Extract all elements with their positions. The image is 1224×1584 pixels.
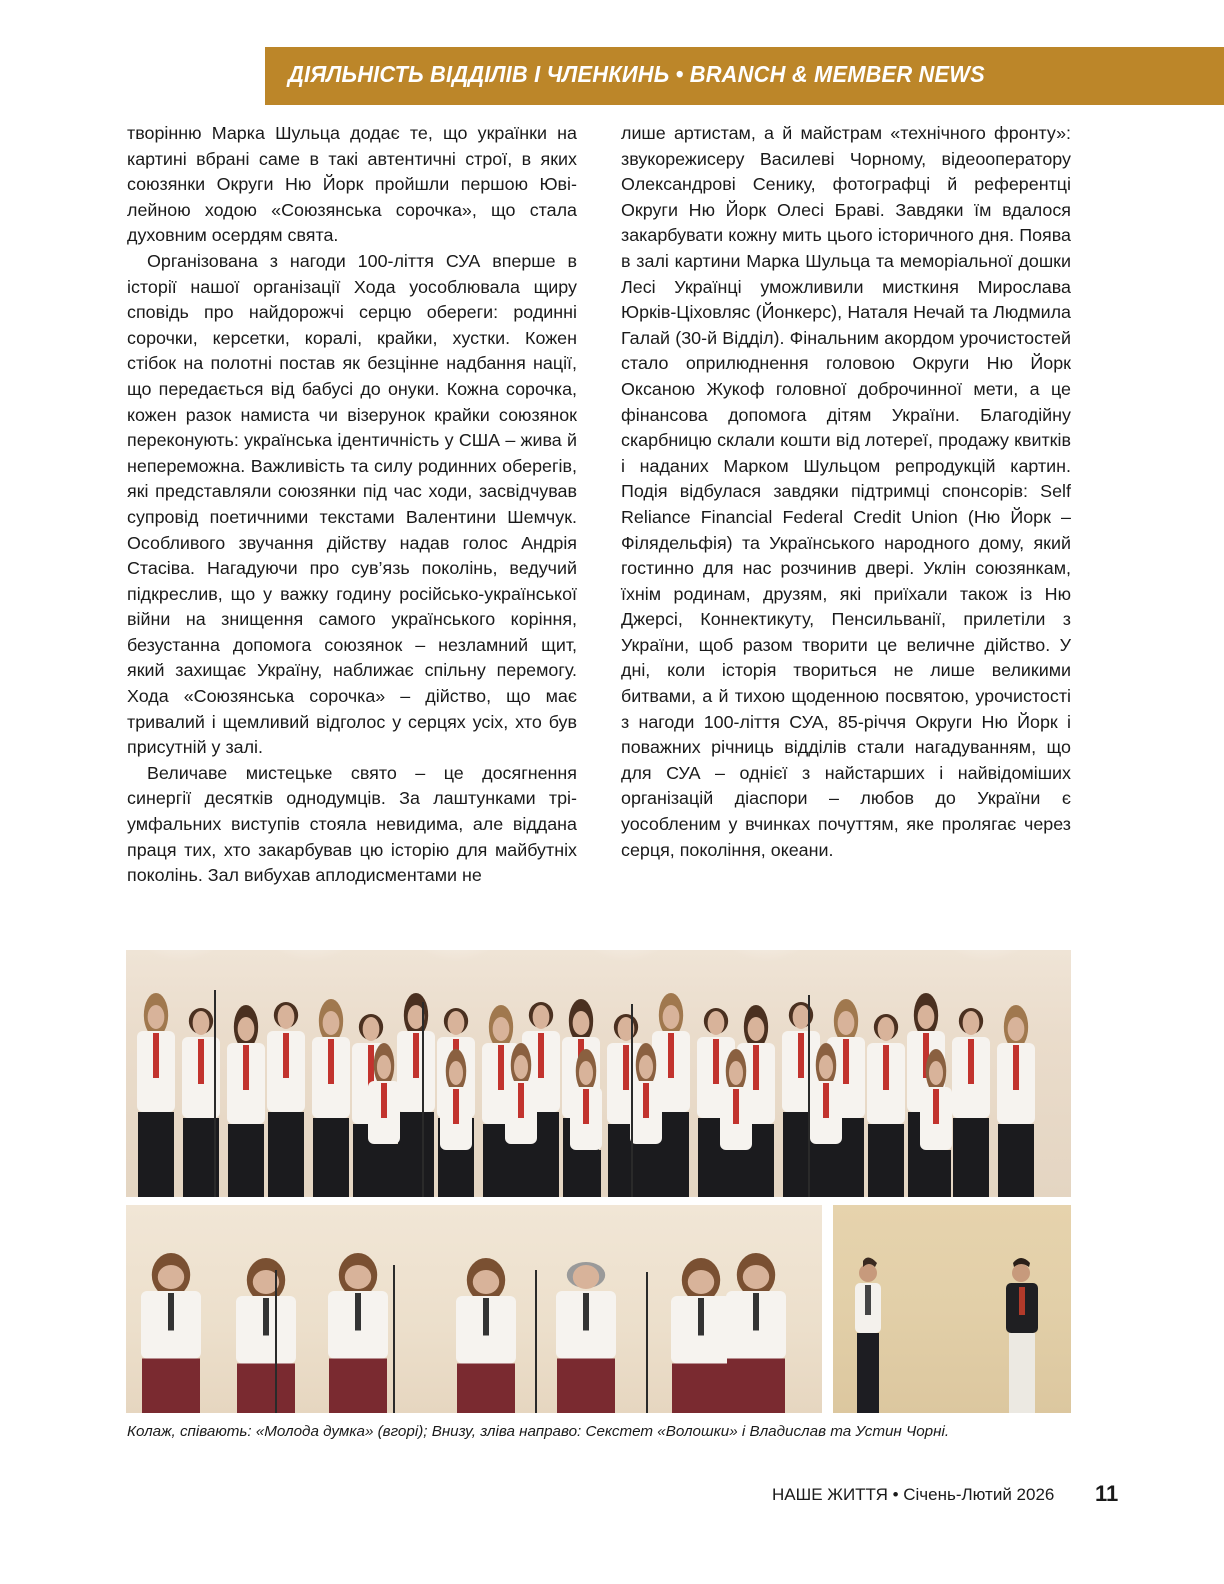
paragraph: Організована з нагоди 100-ліття СУА вперше в історії нашої організації Хода уособлювала щиру сповідь про найдорожчі серцю обереги: родинні сорочки, керсетки, коралі, крайки, хустки. Кожен стібок на полотні постав як безцінне надбання нації, що передається від бабусі до онуки. Кожна сорочка, кожен разок намиста чи візерунок крайки союзянок переконують: українська ідентичність у США – жива й непереможна. Важливість та силу родинних оберегів, які представляли союзянки під час ходи, засвідчував супровід поетичними текстами Валентини Шемчук. Особливого звучання дійству надав голос Андрія Стасіва. Нагадуючи про сув’язь поколінь, ведучий підкреслив, що у важку годину російсько-української війни на знищення самого українського коріння, безустанна допомога союзянок – незламний щит, який захищає Україну, наближає спільну перемогу. Хода «Союзянська сорочка» – дійство, що має тривалий і щемливий відголос у серцях усіх, хто був присутній у залі. [127,250,577,758]
choir-singer [267,1002,305,1197]
choir-singer [952,1008,990,1197]
sextet-singer [726,1253,786,1413]
sextet-singer [141,1253,201,1413]
paragraph: Величаве мистецьке свято – це досягнення синергії десятків однодумців. За лаштунками тріумфальних виступів стояла невидима, але віддана праця тих, хто закарбував цю історію для майбутніх поколінь. Зал вибухав аплодисментами не [127,762,577,886]
photo-caption: Колаж, співають: «Молода думка» (вгорі); Внизу, зліва направо: Секстет «Волошки» і Владислав та Устин Чорні. [127,1423,950,1440]
duo-illustration [833,1205,1071,1413]
choir-illustration [126,950,1071,1197]
paragraph: лише артистам, а й майстрам «технічного фронту»: звукорежисеру Василеві Чорному, відеооператору Олександрові Сенику, фотографці й референтці Округи Ню Йорк Олесі Браві. Завдяки їм вдалося закарбувати кожну мить цього історичного дня. Поява в залі картини Марка Шульца та меморіальної дошки Лесі Українці уможливили мисткиня Мирослава Юрків-Ціховляс (Йонкерс), Наталя Нечай та Людмила Галай (30-й Відділ). Фінальним акордом урочистостей стало оприлюднення головою Округи Ню Йорк Оксаною Жукоф головної доброчинної мети, а це фінансова допомога дітям України. Благодійну скарбницю склали кошти від лотереї, продажу квитків і наданих Марком Шульцом репродукцій картин. Подія відбулася завдяки підтримці спонсорів: Self Reliance Financial Federal Credit Union (Ню Йорк – Філядельфія) та Українського народного дому, який гостинно для нас розчинив двері. Уклін союзянкам, їхнім родинам, друзям, які приїхали також із Ню Джерсі, Коннектикуту, Пенсильванії, прилетіли з України, щоб разом творити це величне дійство. У дні, коли історія твориться не лише великими битвами, а й тихою щоденною посвятою, урочистості з нагоди 100-ліття СУА, 85-річчя Округи Ню Йорк і поважних річниць відділів стали нагадуванням, що для СУА – однієї з найстарших і найвідоміших організацій діаспори – любов до України є уособленим у вчинках почуттям, яке пролягає через серця, покоління, океани. [621,123,1071,860]
singer-left [855,1257,881,1413]
page-number: 11 [1095,1481,1119,1506]
photo-choir-moloda-dumka [126,950,1071,1197]
choir-singer [867,1014,905,1197]
article-column-right [621,121,1071,863]
section-title: ДІЯЛЬНІСТЬ ВІДДІЛІВ І ЧЛЕНКИНЬ • BRANCH & MEMBER NEWS [288,61,985,87]
photo-duo-chorni [833,1205,1071,1413]
section-banner [265,47,1224,105]
publication-footer: НАШЕ ЖИТТЯ • Січень-Лютий 2026 [772,1485,1055,1504]
article-column-left [127,121,577,889]
sextet-singer [328,1253,388,1413]
sextet-illustration [126,1205,822,1413]
sextet-singer [456,1258,516,1413]
sextet-singer [236,1258,296,1413]
choir-singer [397,993,435,1197]
choir-singer [137,993,175,1197]
choir-singer [997,1005,1035,1197]
singer-right [1006,1258,1038,1413]
photo-sextet-voloshky [126,1205,822,1413]
sextet-singer [556,1262,616,1413]
choir-singer [312,999,350,1197]
sextet-singer [671,1258,731,1413]
paragraph: творінню Марка Шульца додає те, що українки на картині вбрані саме в такі автентичні строї, в яких союзянки Округи Ню Йорк пройшли першою Ювілейною ходою «Союзянська сорочка», що стала духовним осердям свята. [127,123,577,246]
choir-singer [227,1005,265,1197]
